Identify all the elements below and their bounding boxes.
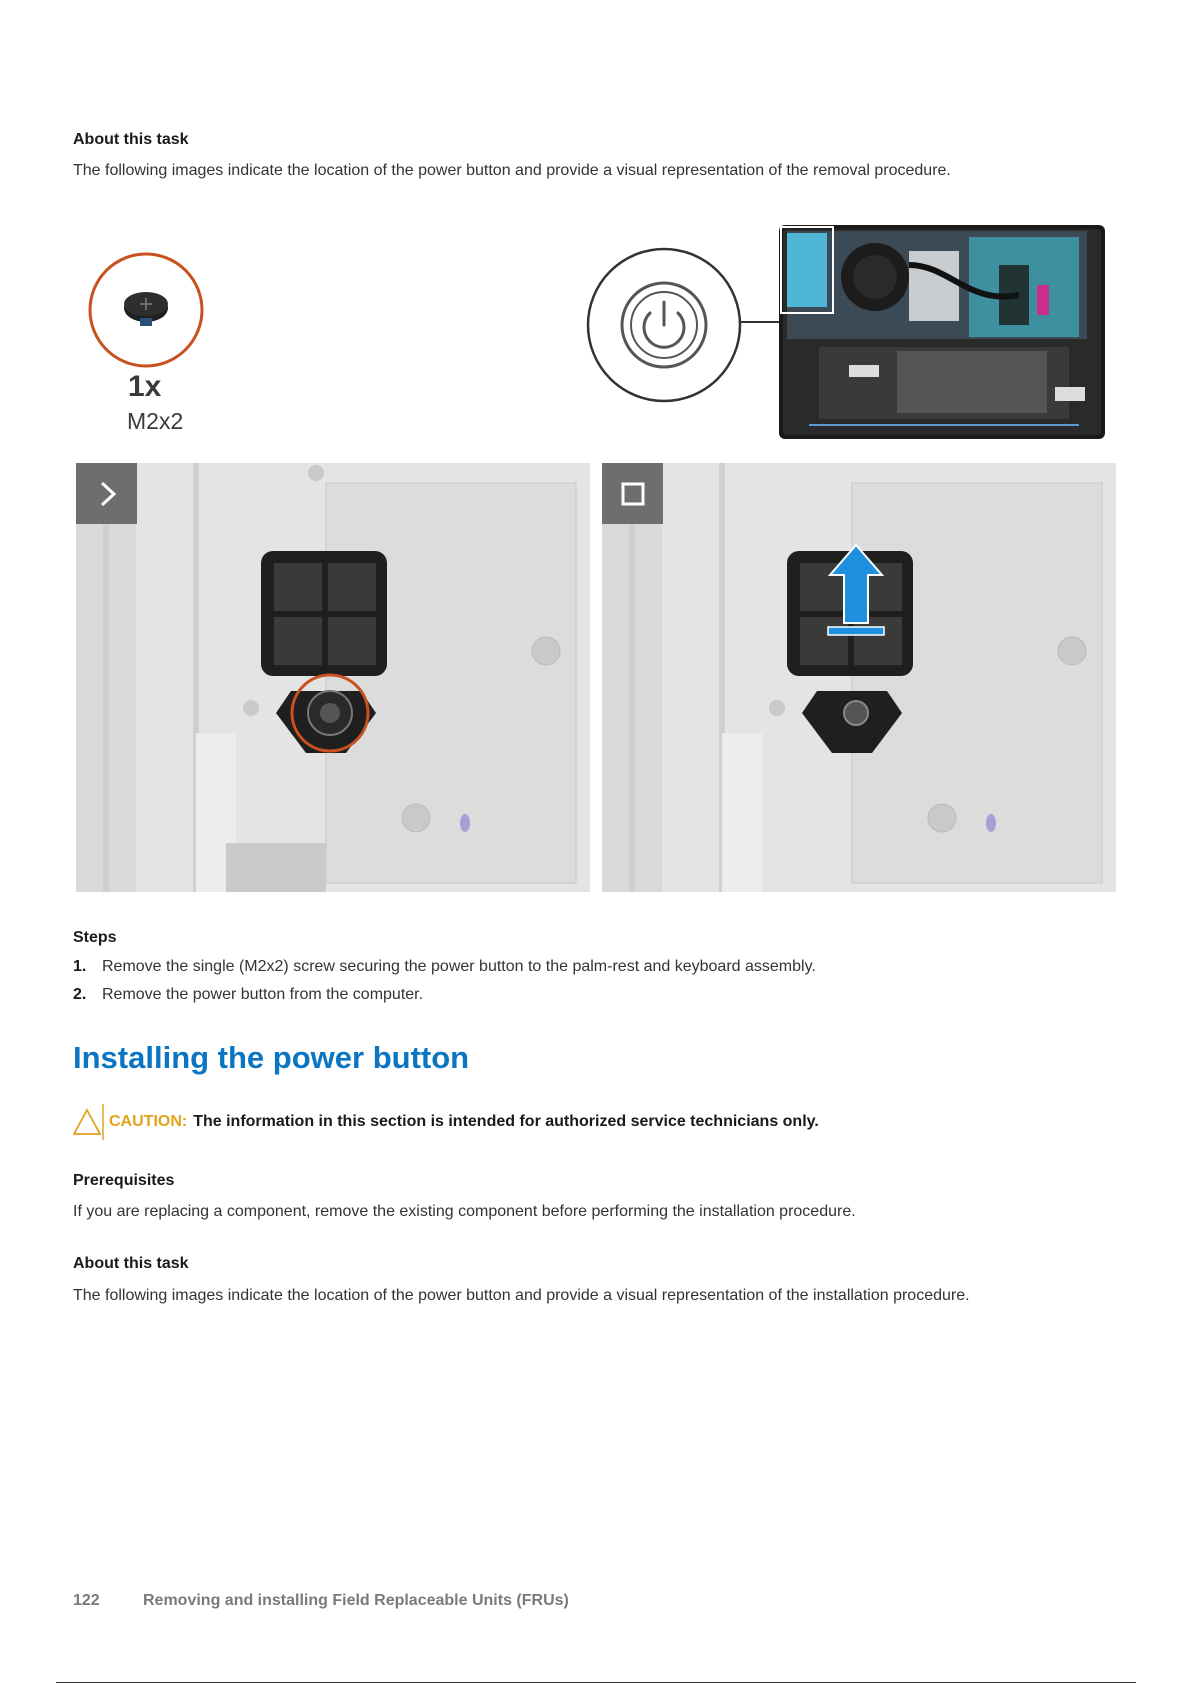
- screw-type: M2x2: [127, 408, 184, 434]
- steps-list: [73, 958, 816, 1014]
- square-icon: [618, 479, 648, 509]
- step-number: 2.: [73, 986, 87, 1003]
- step-text: Remove the power button from the computer.: [102, 986, 424, 1003]
- prerequisites-heading: Prerequisites: [73, 1172, 175, 1189]
- footer-title: Removing and installing Field Replaceable Units (FRUs): [143, 1592, 569, 1609]
- power-icon: [586, 247, 746, 407]
- list-item: [73, 958, 816, 986]
- step-number: 1.: [73, 958, 87, 975]
- screw-icon: [86, 250, 206, 370]
- steps-heading: Steps: [73, 929, 117, 946]
- screw-count: 1x: [128, 370, 162, 403]
- prerequisites-text: If you are replacing a component, remove the existing component before performing the installation procedure.: [73, 1203, 856, 1220]
- step1-photo: [76, 463, 590, 892]
- caution-text: The information in this section is intended for authorized service technicians only.: [193, 1113, 819, 1130]
- chevron-right-icon: [92, 479, 122, 509]
- warning-icon: [73, 1104, 105, 1140]
- about-task-text: The following images indicate the location of the power button and provide a visual representation of the removal procedure.: [73, 162, 951, 179]
- laptop-overview-image: [779, 225, 1105, 439]
- page-number: 122: [73, 1592, 100, 1609]
- step-next-badge: [76, 463, 137, 524]
- step-text: Remove the single (M2x2) screw securing the power button to the palm-rest and keyboard assembly.: [102, 958, 816, 975]
- list-item: [73, 986, 816, 1014]
- footer-divider: [56, 1682, 1136, 1683]
- screw-callout: [86, 250, 206, 440]
- about-task-heading-install: About this task: [73, 1255, 189, 1272]
- about-task-heading: About this task: [73, 131, 189, 148]
- step-end-badge: [602, 463, 663, 524]
- caution-notice: [73, 1104, 819, 1140]
- page-footer: [73, 1592, 569, 1610]
- power-callout: [586, 247, 746, 407]
- about-task-text-install: The following images indicate the location of the power button and provide a visual representation of the installation procedure.: [73, 1287, 970, 1304]
- caution-label: CAUTION:: [109, 1113, 188, 1130]
- section-title: Installing the power button: [73, 1040, 470, 1075]
- step2-photo: [602, 463, 1116, 892]
